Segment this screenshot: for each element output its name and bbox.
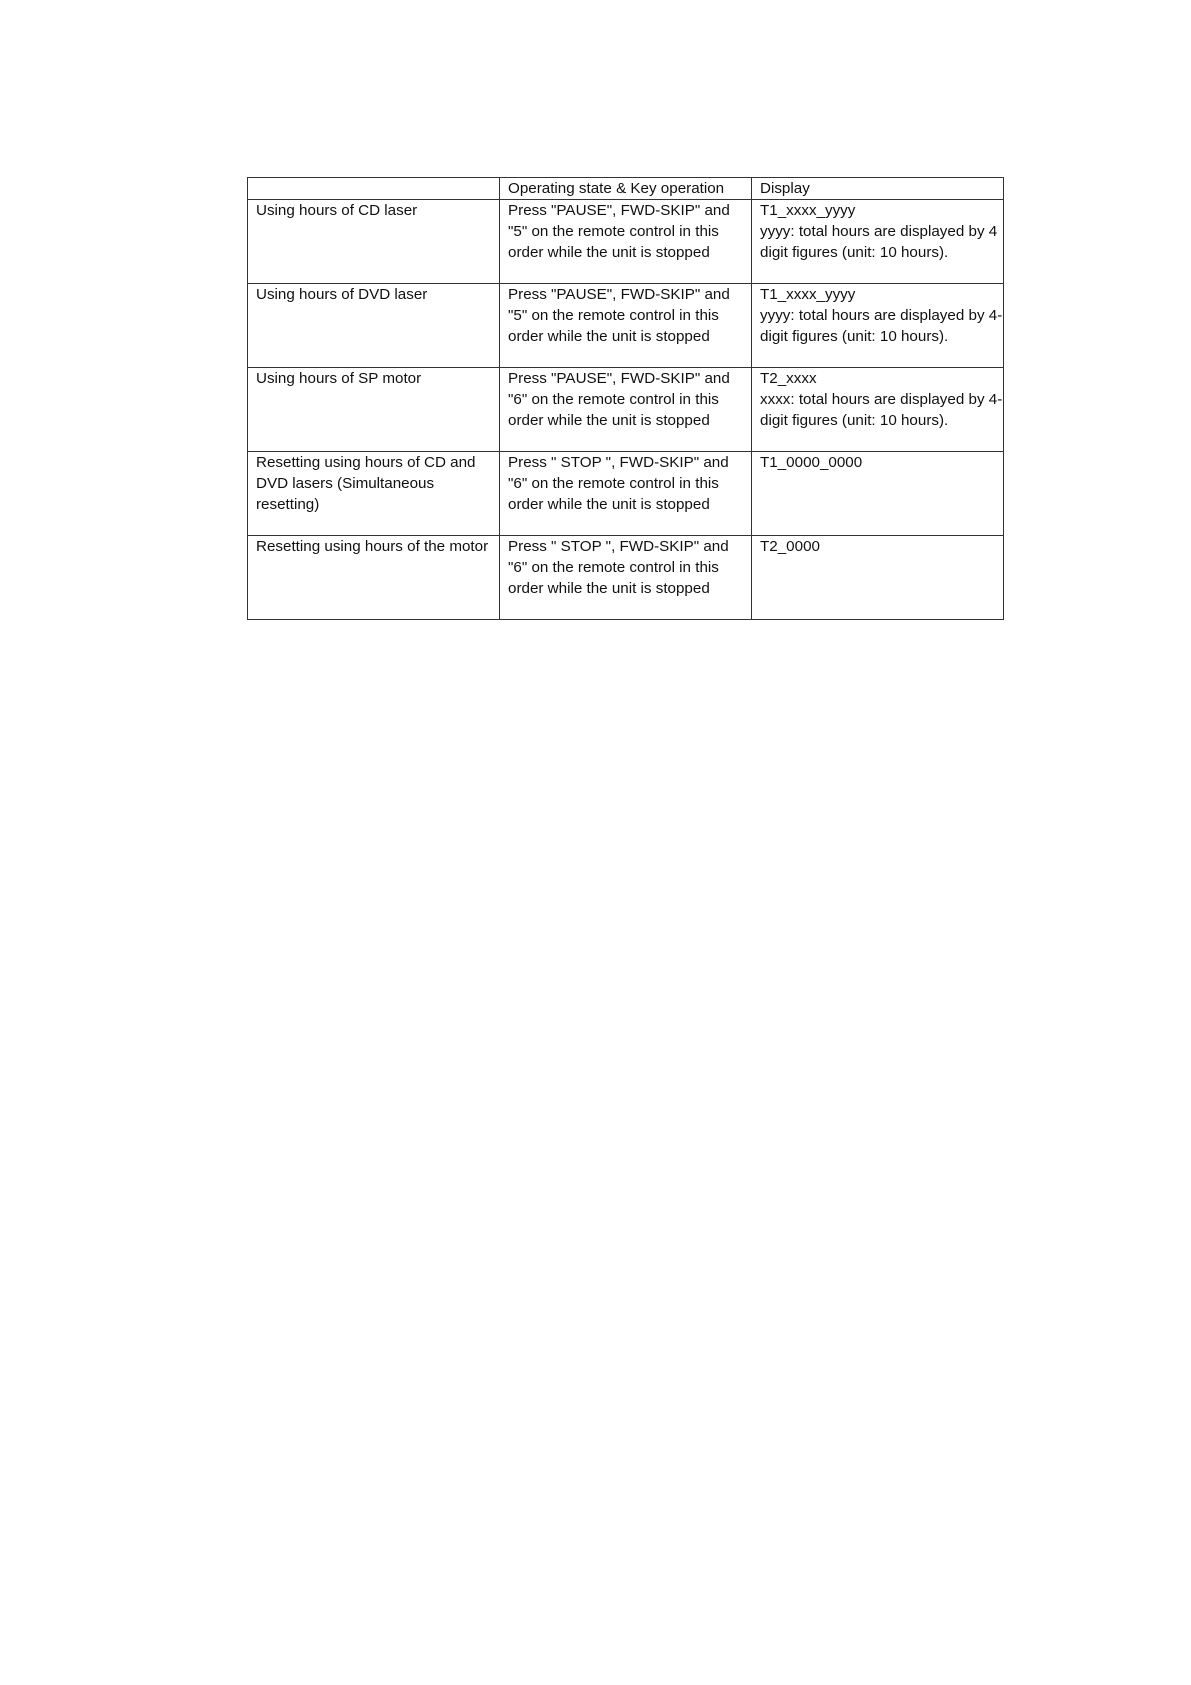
table-row (248, 452, 1004, 536)
row-item: Using hours of SP motor (248, 368, 500, 452)
row-display: T2_0000 (752, 536, 1004, 620)
row-display: T1_0000_0000 (752, 452, 1004, 536)
table-row (248, 200, 1004, 284)
row-operation: Press "PAUSE", FWD-SKIP" and "5" on the remote control in this order while the unit is stopped (500, 284, 752, 368)
service-mode-table (247, 177, 1004, 620)
table-header-row (248, 178, 1004, 200)
row-item: Resetting using hours of the motor (248, 536, 500, 620)
table-row (248, 536, 1004, 620)
table-row (248, 284, 1004, 368)
row-display: T2_xxxx xxxx: total hours are displayed by 4-digit figures (unit: 10 hours). (752, 368, 1004, 452)
header-display: Display (752, 178, 1004, 200)
header-item (248, 178, 500, 200)
row-operation: Press "PAUSE", FWD-SKIP" and "6" on the remote control in this order while the unit is stopped (500, 368, 752, 452)
row-item: Using hours of DVD laser (248, 284, 500, 368)
service-table-container (247, 177, 1003, 620)
row-display: T1_xxxx_yyyy yyyy: total hours are displayed by 4 digit figures (unit: 10 hours). (752, 200, 1004, 284)
row-item: Resetting using hours of CD and DVD lasers (Simultaneous resetting) (248, 452, 500, 536)
row-item: Using hours of CD laser (248, 200, 500, 284)
header-operation: Operating state & Key operation (500, 178, 752, 200)
row-operation: Press " STOP ", FWD-SKIP" and "6" on the remote control in this order while the unit is stopped (500, 452, 752, 536)
table-row (248, 368, 1004, 452)
row-operation: Press "PAUSE", FWD-SKIP" and "5" on the remote control in this order while the unit is stopped (500, 200, 752, 284)
row-operation: Press " STOP ", FWD-SKIP" and "6" on the remote control in this order while the unit is stopped (500, 536, 752, 620)
row-display: T1_xxxx_yyyy yyyy: total hours are displayed by 4-digit figures (unit: 10 hours). (752, 284, 1004, 368)
